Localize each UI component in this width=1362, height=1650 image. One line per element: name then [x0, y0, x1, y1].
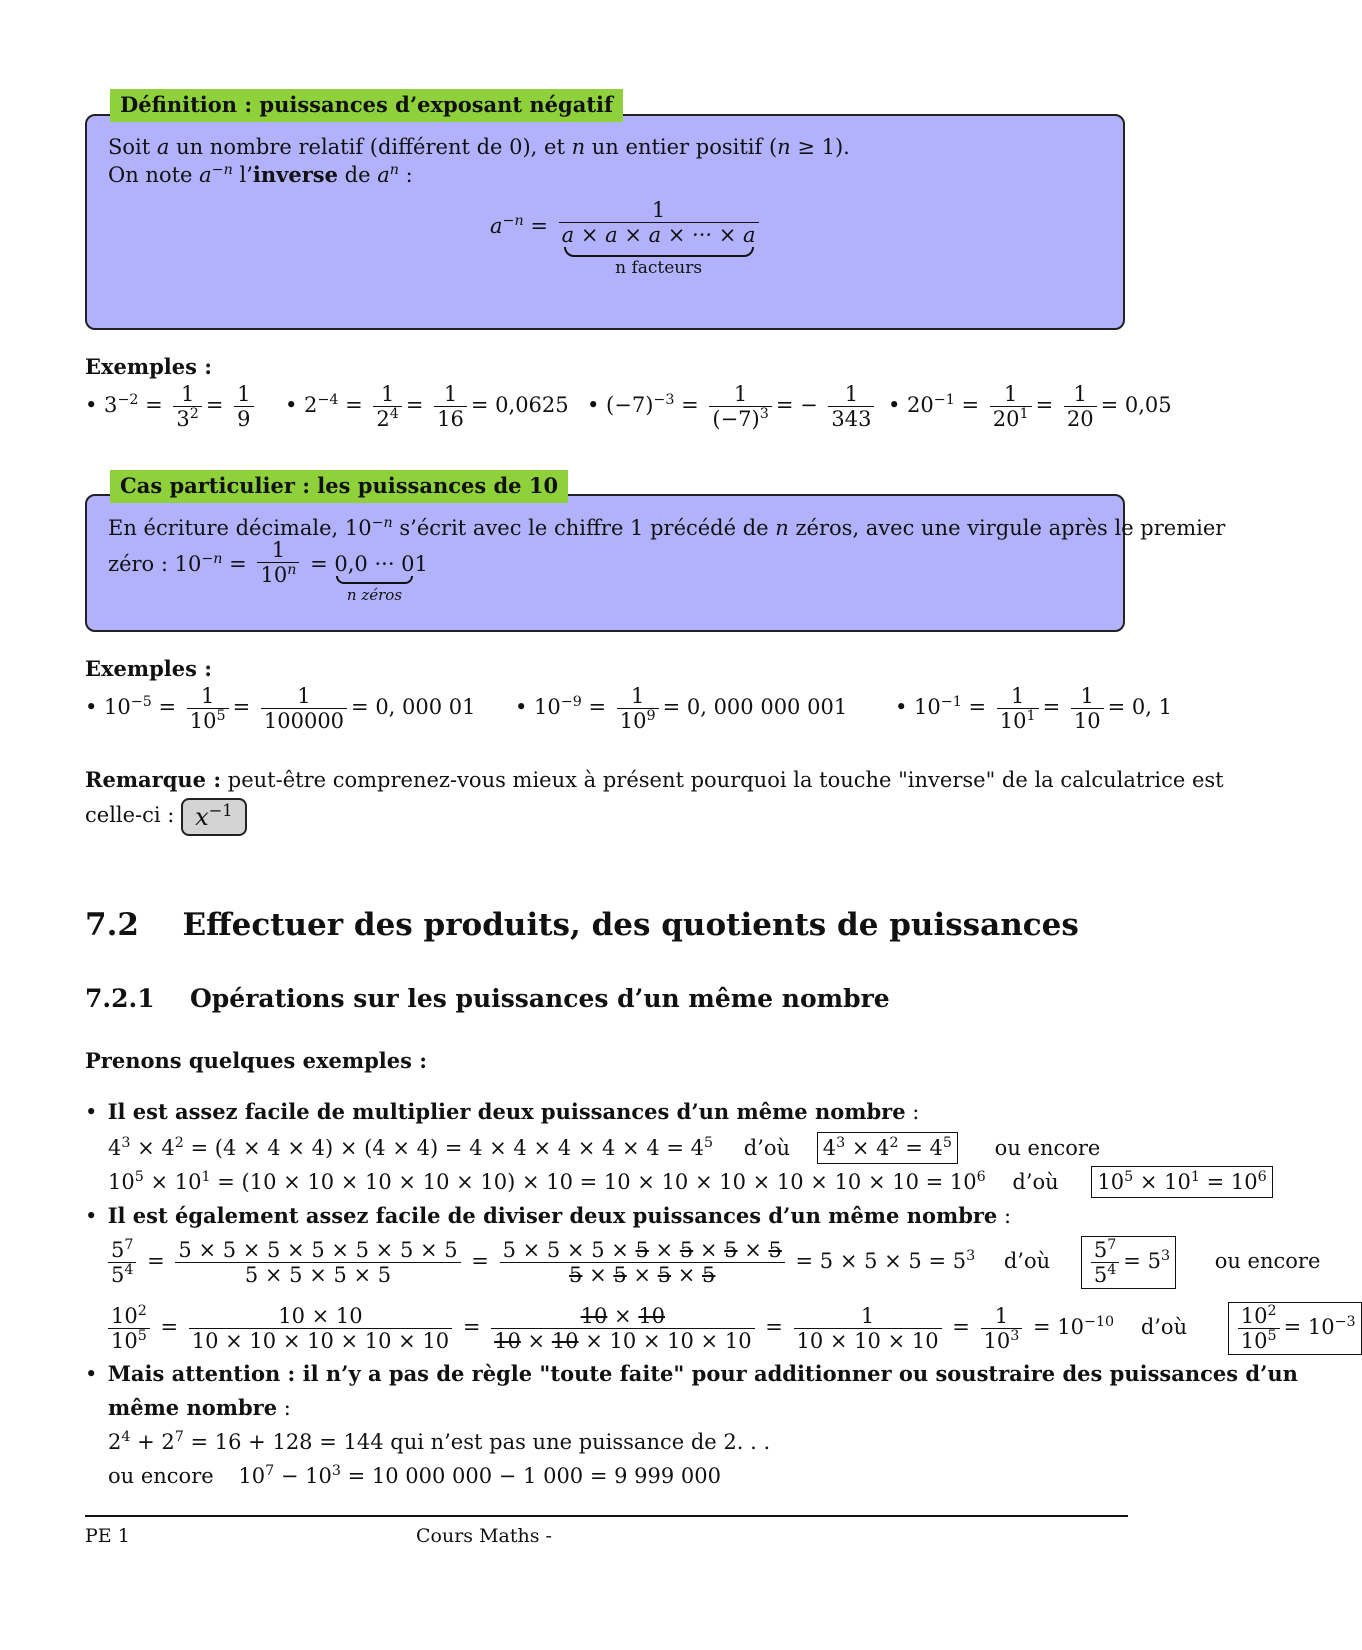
- brace-icon: [336, 576, 412, 584]
- add-title-text: Mais attention : il n’y a pas de règle "toute faite" pour additionner ou soustraire des puissances d’un: [107, 1361, 1298, 1386]
- example1-item-4: • $20^{-1}$ = $\frac{1}{20^1}$ = $\frac{1}{20}$ = 0,05: [888, 382, 1172, 431]
- formula-num: 1: [651, 198, 666, 222]
- div-title: • Il est également assez facile de diviser deux puissances d’un même nombre :: [85, 1203, 1012, 1228]
- div-title-text: Il est également assez facile de diviser deux puissances d’un même nombre: [107, 1203, 998, 1228]
- formula-fraction: [559, 198, 759, 279]
- dou-1: d’où: [743, 1136, 791, 1160]
- special-case-title: Cas particulier : les puissances de 10: [110, 470, 568, 503]
- div-example-1: $\frac{5^7}{5^4}$ = $\frac{5 \times 5 \times 5 \times 5 \times 5 \times 5 \times 5}{5 \times 5 \times 5 \times 5}$ = $\frac{5 \times 5 \times 5 \times 5 \times 5 \times 5 \times 5}{5 \times 5 \times 5 \times 5}$ = $5 \times 5 \times 5 = 5^3$ d’où $\frac{5^7}{5^4}$ = $5^3$ ou encore: [104, 1236, 1320, 1289]
- example2-item-3: • $10^{-1}$ = $\frac{1}{10^1}$ = $\frac{1}{10}$ = 0, 1: [895, 684, 1172, 733]
- example2-item-1: • $10^{-5}$ = $\frac{1}{10^5}$ = $\frac{1}{100000}$ = 0, 000 01: [85, 684, 476, 733]
- section-number: 7.2: [85, 907, 139, 943]
- section-title: Effectuer des produits, des quotients de puissances: [182, 907, 1079, 943]
- examples2-label: Exemples :: [85, 656, 213, 681]
- result-box-3: $\frac{5^7}{5^4}$ = $5^3$: [1081, 1236, 1176, 1289]
- example1-item-1: • $3^{-2}$ = $\frac{1}{3^2}$ = $\frac{1}{9}$: [85, 382, 258, 431]
- mult-example-1: $4^3 \times 4^2 = (4 \times 4 \times 4) \times (4 \times 4) = 4 \times 4 \times 4 \times 4 \times 4 = 4^5$ d’où $4^3 \times 4^2 = 4^5$ ou encore: [108, 1132, 1100, 1164]
- special-case-line1: En écriture décimale, $10^{-n}$ s’écrit avec le chiffre 1 précédé de n zéros, avec une virgule après le premier: [108, 515, 1226, 540]
- formula-lhs: a: [490, 214, 503, 238]
- add-title-text2: même nombre: [108, 1395, 278, 1420]
- section-heading: [85, 907, 1079, 943]
- ou-encore-1: ou encore: [994, 1136, 1101, 1160]
- add-title-2: même nombre :: [108, 1395, 291, 1420]
- subsection-heading: [85, 984, 890, 1013]
- definition-line1: Soit a un nombre relatif (différent de 0), et n un entier positif (n ≥ 1).: [108, 135, 850, 159]
- definition-formula: $a^{-n}$ = 1 a × a × a × ··· × a n facteurs: [490, 198, 763, 279]
- example2-item-2: • $10^{-9}$ = $\frac{1}{10^9}$ = 0, 000 000 001: [515, 684, 848, 733]
- result-box-1: $4^3 \times 4^2 = 4^5$: [817, 1132, 958, 1164]
- definition-line2-prefix: On note: [108, 163, 193, 187]
- add-title: • Mais attention : il n’y a pas de règle "toute faite" pour additionner ou soustraire des puissances d’un: [85, 1361, 1298, 1386]
- definition-title: Définition : puissances d’exposant négatif: [110, 89, 623, 122]
- remark-line1: [85, 766, 1224, 794]
- example1-item-2: • $2^{-4}$ = $\frac{1}{2^4}$ = $\frac{1}{16}$ = 0,0625: [285, 382, 569, 431]
- add-line1: $2^4 + 2^7 = 16 + 128 = 144$ qui n’est pas une puissance de 2. . .: [108, 1429, 771, 1454]
- result-box-2: $10^5 \times 10^1 = 10^6$: [1091, 1166, 1272, 1198]
- ou-encore-2: ou encore: [1214, 1249, 1321, 1273]
- formula-den-text: a × a × a × ··· × a: [561, 223, 756, 247]
- remark-text: peut-être comprenez-vous mieux à présent pourquoi la touche "inverse" de la calculatrice est: [227, 768, 1224, 792]
- calculator-inverse-key: $x^{-1}$: [181, 798, 247, 836]
- definition-line2: On note $a^{-n}$ l’inverse de $a^n$ :: [108, 162, 413, 187]
- footer-rule: [85, 1515, 1128, 1517]
- dou-4: d’où: [1140, 1315, 1188, 1339]
- brace-icon: [564, 247, 754, 257]
- special-case-brace-label: n zéros: [346, 586, 403, 604]
- add-line2: ou encore $10^7 - 10^3 = 10$ 000 000 − 1 000 = 9 999 000: [108, 1463, 721, 1488]
- definition-inverse-word: inverse: [252, 162, 338, 187]
- mult-title: • Il est assez facile de multiplier deux puissances d’un même nombre :: [85, 1099, 920, 1124]
- formula-den: [559, 222, 759, 279]
- footer-center: Cours Maths -: [416, 1525, 552, 1547]
- example1-item-3: • $(-7)^{-3}$ = $\frac{1}{(-7)^3}$ = − $\frac{1}{343}$: [587, 382, 878, 431]
- special-case-line2: zéro : $10^{-n}$ = $\frac{1}{10^n}$ = 0,0 ··· 0 n zéros 1: [108, 538, 428, 604]
- add-line2-prefix: ou encore: [108, 1464, 214, 1488]
- remark-line2: [85, 796, 247, 836]
- subsection-title: Opérations sur les puissances d’un même nombre: [190, 984, 890, 1013]
- result-box-4: $\frac{10^2}{10^5}$ = $10^{-3}$: [1228, 1302, 1362, 1355]
- special-case-line2-prefix: zéro :: [108, 552, 168, 576]
- zeros-underbrace: 0,0 ··· 0 n zéros: [334, 552, 415, 604]
- add-line1-text: qui n’est pas une puissance de 2. . .: [390, 1430, 771, 1454]
- remark-text2: celle-ci :: [85, 803, 175, 827]
- intro-text: Prenons quelques exemples :: [85, 1048, 427, 1073]
- subsection-number: 7.2.1: [85, 984, 155, 1013]
- mult-title-text: Il est assez facile de multiplier deux puissances d’un même nombre: [107, 1099, 906, 1124]
- formula-brace-label: n facteurs: [615, 258, 703, 278]
- dou-3: d’où: [1003, 1249, 1051, 1273]
- formula-lhs-exp: −n: [502, 213, 524, 230]
- mult-example-2: $10^5 \times 10^1 = (10 \times 10 \times 10 \times 10 \times 10) \times 10 = 10 \times 10 \times 10 \times 10 \times 10 \times 10 = 10^6$ d’où $10^5 \times 10^1 = 10^6$: [108, 1166, 1273, 1198]
- remark-label: Remarque :: [85, 767, 222, 792]
- dou-2: d’où: [1012, 1170, 1059, 1194]
- div-example-2: $\frac{10^2}{10^5}$ = $\frac{10 \times 10}{10 \times 10 \times 10 \times 10 \times 10}$ = $\frac{10 \times 10}{10 \times 10 \times 10 \times 10 \times 10}$ = $\frac{1}{10 \times 10 \times 10}$ = $\frac{1}{10^3}$ = $10^{-10}$ d’où $\frac{10^2}{10^5}$ = $10^{-3}$: [104, 1302, 1362, 1355]
- footer-left: PE 1: [85, 1525, 130, 1547]
- examples1-label: Exemples :: [85, 354, 213, 379]
